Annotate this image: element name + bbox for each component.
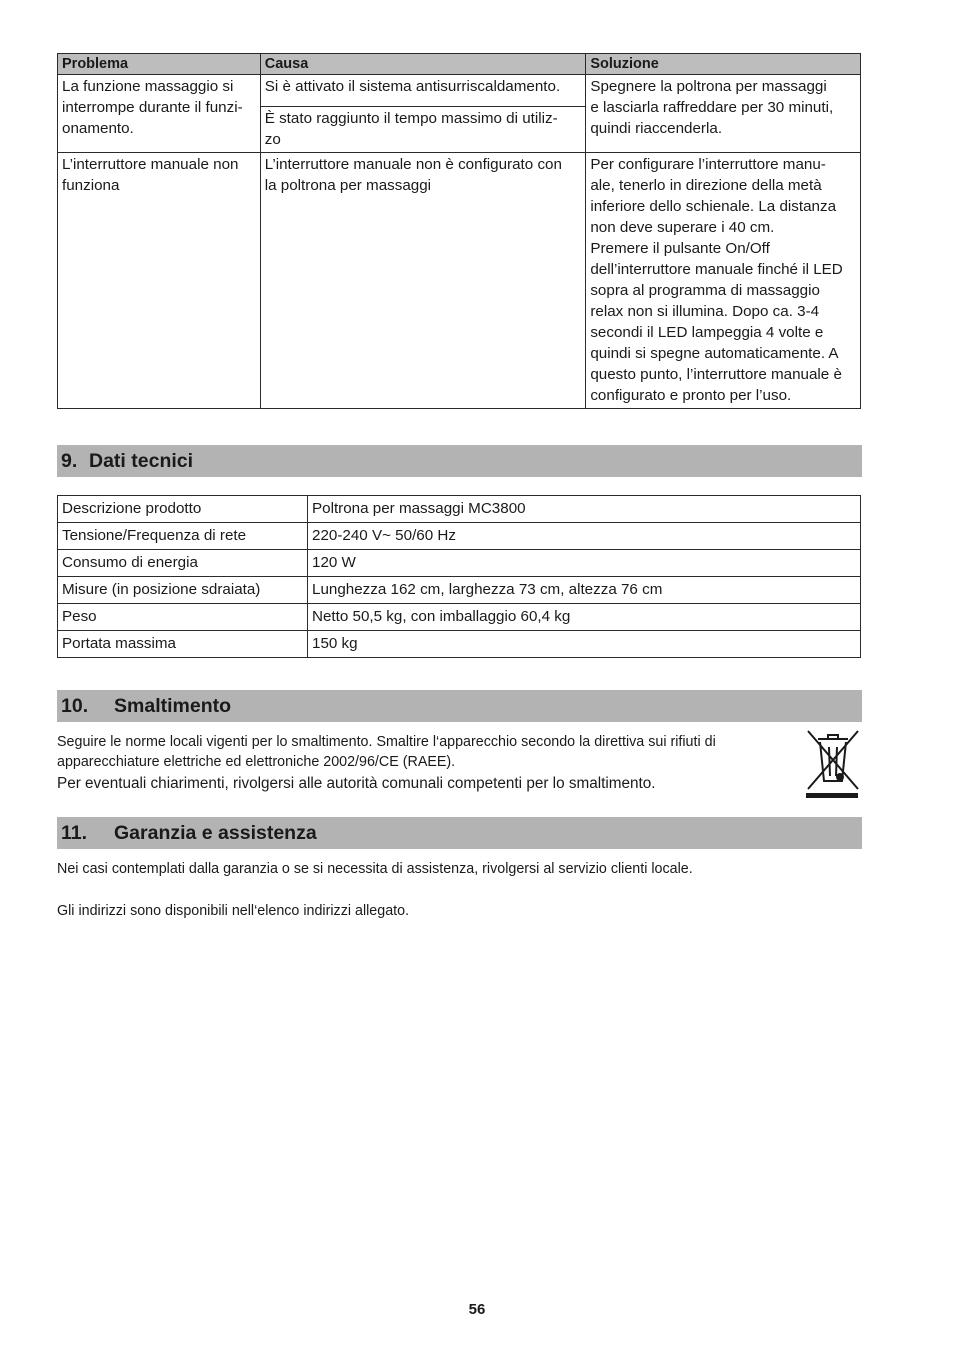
section-heading-dati-tecnici [57, 445, 862, 477]
spec-value: Netto 50,5 kg, con imballaggio 60,4 kg [308, 604, 861, 631]
problem-cell: La funzione massaggio si interrompe durante il funzi- onamento. [58, 75, 261, 153]
header-problem: Problema [58, 54, 261, 75]
spec-value: Lunghezza 162 cm, larghezza 73 cm, altezza 76 cm [308, 577, 861, 604]
table-row [58, 577, 861, 604]
spec-label: Peso [58, 604, 308, 631]
spec-value: 220-240 V~ 50/60 Hz [308, 523, 861, 550]
spec-value: 150 kg [308, 631, 861, 658]
problem-cell: L’interruttore manuale non funziona [58, 153, 261, 409]
section-heading-garanzia [57, 817, 862, 849]
spec-label: Descrizione prodotto [58, 496, 308, 523]
table-row [58, 631, 861, 658]
spec-label: Misure (in posizione sdraiata) [58, 577, 308, 604]
spec-label: Portata massima [58, 631, 308, 658]
section-number: 10. [61, 695, 89, 717]
disposal-contact-paragraph: Per eventuali chiarimenti, rivolgersi alle autorità comunali competenti per lo smaltimento. [57, 775, 656, 792]
spec-label: Consumo di energia [58, 550, 308, 577]
tech-specs-table [57, 495, 861, 658]
section-title: Garanzia e assistenza [114, 822, 317, 844]
table-row [58, 604, 861, 631]
table-row [58, 153, 861, 409]
table-row [58, 75, 861, 107]
spec-label: Tensione/Frequenza di rete [58, 523, 308, 550]
cause-cell: L’interruttore manuale non è configurato con la poltrona per massaggi [260, 153, 586, 409]
solution-cell: Spegnere la poltrona per massaggi e lasciarla raffreddare per 30 minuti, quindi riaccenderla. [586, 75, 861, 153]
troubleshooting-table [57, 53, 861, 409]
weee-crossed-bin-icon [804, 727, 862, 802]
section-title: Dati tecnici [89, 450, 194, 472]
table-header-row [58, 54, 861, 75]
spec-value: 120 W [308, 550, 861, 577]
header-solution: Soluzione [586, 54, 861, 75]
table-row [58, 550, 861, 577]
disposal-paragraph: Seguire le norme locali vigenti per lo smaltimento. Smaltire l‘apparecchio secondo la direttiva sui rifiuti di apparecchiature elettriche ed elettroniche 2002/96/CE (RAEE). [57, 734, 716, 770]
table-row [58, 496, 861, 523]
section-title: Smaltimento [114, 695, 232, 717]
table-row [58, 523, 861, 550]
solution-cell: Per configurare l’interruttore manu- ale, tenerlo in direzione della metà inferiore dello schienale. La distanza non deve superare i 40 cm. Premere il pulsante On/Off dell’interruttore manuale finché il LED sopra al programma di massaggio relax non si illumina. Dopo ca. 3-4 secondi il LED lampeggia 4 volte e quindi si spegne automaticamente. A questo punto, l’interruttore manuale è configurato e pronto per l’uso. [586, 153, 861, 409]
section-number: 9. [61, 450, 78, 472]
warranty-paragraph: Nei casi contemplati dalla garanzia o se si necessita di assistenza, rivolgersi al servizio clienti locale. [57, 861, 693, 877]
addresses-paragraph: Gli indirizzi sono disponibili nell‘elenco indirizzi allegato. [57, 903, 410, 919]
cause-cell: È stato raggiunto il tempo massimo di utiliz- zo [260, 107, 586, 153]
page-number: 56 [468, 1301, 486, 1318]
section-number: 11. [61, 822, 88, 844]
section-heading-smaltimento [57, 690, 862, 722]
spec-value: Poltrona per massaggi MC3800 [308, 496, 861, 523]
header-cause: Causa [260, 54, 586, 75]
cause-cell: Si è attivato il sistema antisurriscaldamento. [260, 75, 586, 107]
